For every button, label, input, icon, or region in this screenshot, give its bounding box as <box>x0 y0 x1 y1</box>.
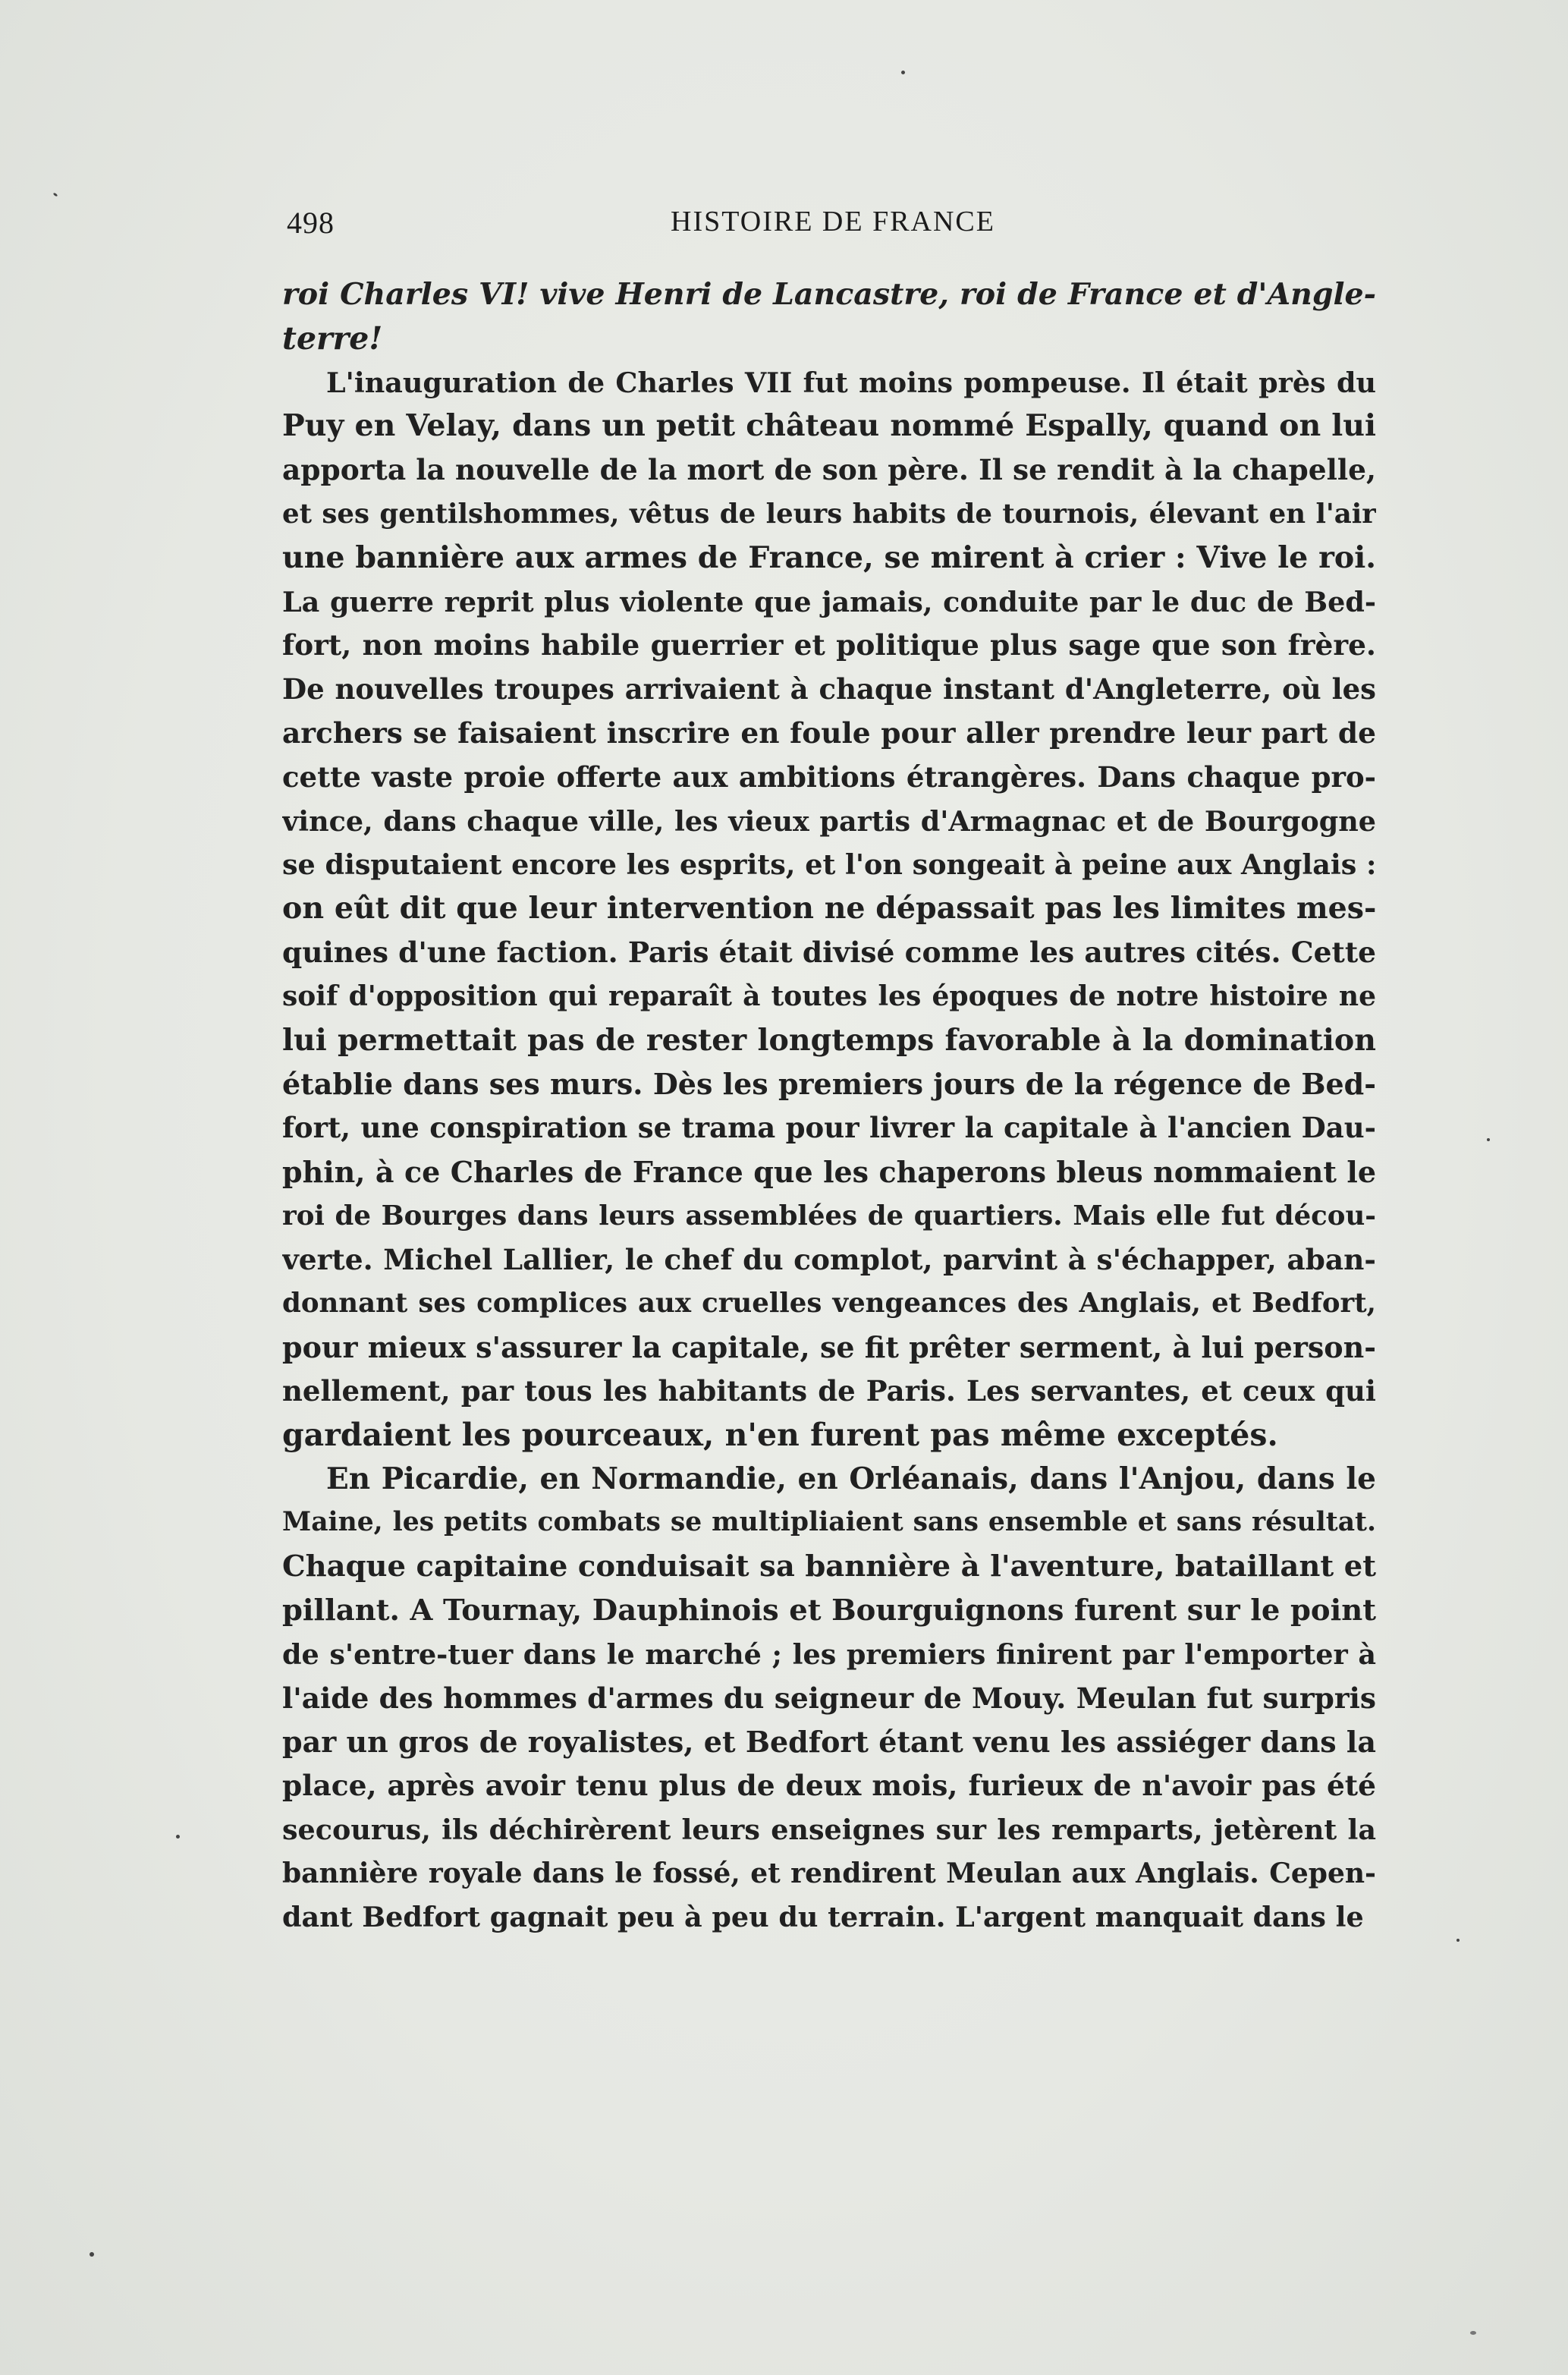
text-line: pillant. A Tournay, Dauphinois et Bourguignons furent sur le point <box>282 1593 1376 1628</box>
text-line: une bannière aux armes de France, se mirent à crier : Vive le roi. <box>282 539 1376 575</box>
text-line: donnant ses complices aux cruelles vengeances des Anglais, et Bedfort, <box>282 1288 1376 1320</box>
text-line: archers se faisaient inscrire en foule pour aller prendre leur part de <box>282 716 1376 750</box>
text-line: La guerre reprit plus violente que jamais, conduite par le duc de Bed- <box>282 585 1376 618</box>
text-line: De nouvelles troupes arrivaient à chaque instant d'Angleterre, où les <box>282 672 1376 706</box>
page-speck <box>1487 1138 1490 1141</box>
text-line: pour mieux s'assurer la capitale, se fit prêter serment, à lui person- <box>282 1330 1376 1365</box>
text-line: soif d'opposition qui reparaît à toutes les époques de notre histoire ne <box>282 980 1376 1012</box>
text-line: En Picardie, en Normandie, en Orléanais, dans l'Anjou, dans le <box>326 1461 1376 1496</box>
text-line: établie dans ses murs. Dès les premiers jours de la régence de Bed- <box>282 1067 1376 1102</box>
text-line: roi de Bourges dans leurs assemblées de quartiers. Mais elle fut décou- <box>282 1200 1376 1232</box>
page-number: 498 <box>287 206 335 240</box>
page-speck <box>176 1835 180 1839</box>
text-line: par un gros de royalistes, et Bedfort étant venu les assiéger dans la <box>282 1725 1376 1760</box>
page-header <box>287 205 1379 243</box>
text-line: on eût dit que leur intervention ne dépassait pas les limites mes- <box>282 891 1376 926</box>
text-line: verte. Michel Lallier, le chef du complot, parvint à s'échapper, aban- <box>282 1242 1376 1276</box>
text-line: Puy en Velay, dans un petit château nommé Espally, quand on lui <box>282 408 1376 444</box>
text-line: bannière royale dans le fossé, et rendirent Meulan aux Anglais. Cepen- <box>282 1857 1376 1889</box>
page-speck <box>53 193 58 197</box>
text-line: se disputaient encore les esprits, et l'on songeait à peine aux Anglais : <box>282 848 1376 882</box>
page-speck <box>1456 1939 1460 1942</box>
text-line: l'aide des hommes d'armes du seigneur de Mouy. Meulan fut surpris <box>282 1681 1376 1715</box>
text-line: quines d'une faction. Paris était divisé comme les autres cités. Cette <box>282 935 1376 969</box>
text-line: Maine, les petits combats se multipliaient sans ensemble et sans résultat. <box>282 1507 1376 1538</box>
text-line: apporta la nouvelle de la mort de son père. Il se rendit à la chapelle, <box>282 453 1376 487</box>
text-line: nellement, par tous les habitants de Paris. Les servantes, et ceux qui <box>282 1373 1376 1408</box>
text-line: roi Charles VI! vive Henri de Lancastre, roi de France et d'Angle- <box>282 277 1376 312</box>
text-line: vince, dans chaque ville, les vieux partis d'Armagnac et de Bourgogne <box>282 804 1376 838</box>
body-text <box>282 273 1376 1939</box>
page-speck <box>1470 2331 1476 2335</box>
page-speck <box>90 2252 94 2257</box>
running-title: HISTOIRE DE FRANCE <box>671 206 995 238</box>
text-line: fort, non moins habile guerrier et politique plus sage que son frère. <box>282 628 1376 662</box>
text-line: gardaient les pourceaux, n'en furent pas même exceptés. <box>282 1416 1278 1453</box>
text-line: et ses gentilshommes, vêtus de leurs habits de tournois, élevant en l'air <box>282 498 1376 530</box>
text-line: place, après avoir tenu plus de deux mois, furieux de n'avoir pas été <box>282 1769 1376 1803</box>
text-line: secourus, ils déchirèrent leurs enseignes sur les remparts, jetèrent la <box>282 1813 1376 1846</box>
text-line: L'inauguration de Charles VII fut moins pompeuse. Il était près du <box>326 366 1376 399</box>
text-line: fort, une conspiration se trama pour livrer la capitale à l'ancien Dau- <box>282 1111 1376 1145</box>
text-line: lui permettait pas de rester longtemps favorable à la domination <box>282 1022 1376 1058</box>
text-line: phin, à ce Charles de France que les chaperons bleus nommaient le <box>282 1154 1376 1189</box>
text-line: de s'entre-tuer dans le marché ; les premiers finirent par l'emporter à <box>282 1637 1376 1671</box>
text-line: Chaque capitaine conduisait sa bannière à l'aventure, bataillant et <box>282 1549 1376 1584</box>
text-line: dant Bedfort gagnait peu à peu du terrain. L'argent manquait dans le <box>282 1901 1364 1934</box>
text-line: cette vaste proie offerte aux ambitions étrangères. Dans chaque pro- <box>282 760 1376 794</box>
text-line: terre! <box>282 319 383 357</box>
page-speck <box>901 71 905 74</box>
